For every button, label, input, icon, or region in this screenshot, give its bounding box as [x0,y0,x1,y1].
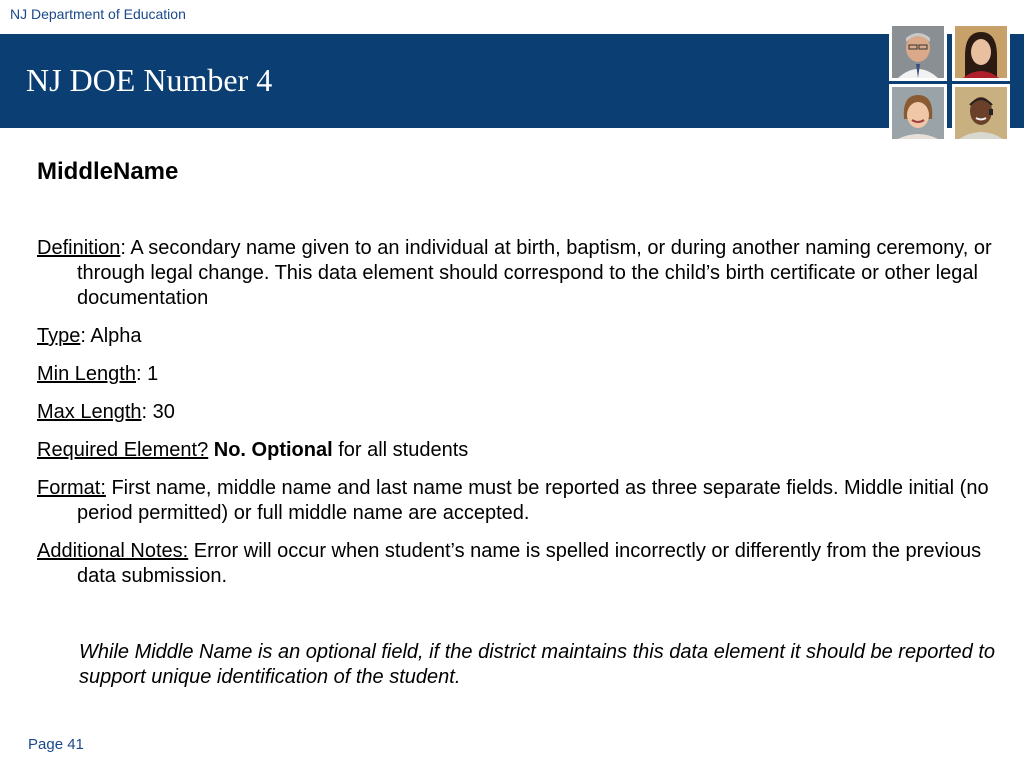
format-label: Format: [37,477,106,499]
page-title: NJ DOE Number 4 [26,62,273,98]
max-length-label: Max Length [37,401,142,423]
notes-text: Error will occur when student’s name is spelled incorrectly or differently from the previous data submission. [77,540,982,587]
definition-label: Definition [37,237,121,259]
required-paragraph [37,438,997,463]
required-label: Required Element? [37,439,209,461]
max-length-value: : 30 [141,401,175,423]
max-length-paragraph [37,400,997,425]
definition-paragraph [37,236,997,311]
photo-woman-dark-hair [952,23,1010,81]
min-length-paragraph [37,362,997,387]
notes-paragraph [37,539,997,589]
type-paragraph [37,324,997,349]
type-value: : Alpha [80,325,142,347]
element-heading: MiddleName [37,158,179,185]
min-length-value: : 1 [135,363,159,385]
photo-woman-smiling [889,84,947,142]
notes-label: Additional Notes: [37,540,189,562]
photo-man-headset [952,84,1010,142]
min-length-label: Min Length [37,363,136,385]
photo-man-glasses [889,23,947,81]
required-rest: for all students [332,439,469,461]
definition-text: : A secondary name given to an individual at birth, baptism, or during another naming ceremony, or through legal change. This data element should correspond to the child’s birth certificate or other legal documentation [77,237,992,309]
element-details [37,236,997,602]
org-label: NJ Department of Education [10,6,186,22]
format-text: First name, middle name and last name must be reported as three separate fields. Middle initial (no period permitted) or full middle name are accepted. [77,477,989,524]
italic-note: While Middle Name is an optional field, if the district maintains this data element it should be reported to support unique identification of the student. [79,641,996,688]
format-paragraph [37,476,997,526]
page-number: Page 41 [28,736,84,753]
type-label: Type [37,325,81,347]
title-banner [0,34,1024,128]
required-value: No. Optional [208,439,333,461]
